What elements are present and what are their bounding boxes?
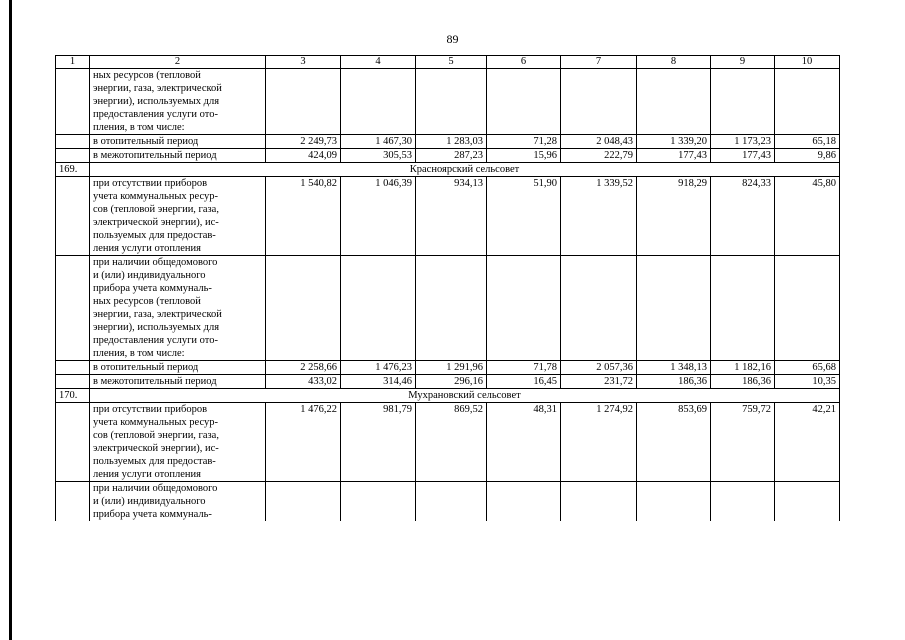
description-line: энергии, газа, электрической <box>93 309 222 320</box>
section-title: Мухрановский сельсовет <box>90 389 840 403</box>
value-cell <box>487 69 561 135</box>
number-cell <box>56 149 90 163</box>
value-cell: 2 057,36 <box>561 361 637 375</box>
value-cell: 231,72 <box>561 375 637 389</box>
value-cell <box>561 69 637 135</box>
description-line: предоставления услуги ото- <box>93 109 218 120</box>
value-cell: 314,46 <box>341 375 416 389</box>
value-cell: 1 046,39 <box>341 177 416 256</box>
value-cell <box>416 69 487 135</box>
label-cell: в межотопительный период <box>90 375 266 389</box>
value-cell <box>561 256 637 361</box>
header-cell: 3 <box>266 56 341 69</box>
value-cell: 1 173,23 <box>711 135 775 149</box>
label-cell: в межотопительный период <box>90 149 266 163</box>
header-cell: 7 <box>561 56 637 69</box>
value-cell <box>341 482 416 522</box>
value-cell: 1 182,16 <box>711 361 775 375</box>
value-cell: 1 274,92 <box>561 403 637 482</box>
value-cell <box>416 256 487 361</box>
value-cell <box>775 256 840 361</box>
description-cell <box>90 403 266 482</box>
value-cell: 16,45 <box>487 375 561 389</box>
section-row <box>56 389 840 403</box>
table-row <box>56 177 840 256</box>
header-cell: 1 <box>56 56 90 69</box>
description-cell <box>90 256 266 361</box>
description-line: электрической энергии), ис- <box>93 217 219 228</box>
value-cell <box>487 256 561 361</box>
value-cell: 1 540,82 <box>266 177 341 256</box>
value-cell: 10,35 <box>775 375 840 389</box>
description-line: пления, в том числе: <box>93 348 185 359</box>
description-line: ных ресурсов (тепловой <box>93 70 201 81</box>
value-cell: 305,53 <box>341 149 416 163</box>
description-line: прибора учета коммуналь- <box>93 283 212 294</box>
value-cell <box>341 69 416 135</box>
description-line: и (или) индивидуального <box>93 496 206 507</box>
value-cell: 433,02 <box>266 375 341 389</box>
description-line: энергии), используемых для <box>93 322 220 333</box>
value-cell: 1 291,96 <box>416 361 487 375</box>
table-row <box>56 149 840 163</box>
header-cell: 2 <box>90 56 266 69</box>
header-cell: 10 <box>775 56 840 69</box>
number-cell <box>56 403 90 482</box>
table-row <box>56 375 840 389</box>
description-line: пользуемых для предостав- <box>93 230 216 241</box>
value-cell: 424,09 <box>266 149 341 163</box>
value-cell: 177,43 <box>711 149 775 163</box>
header-cell: 4 <box>341 56 416 69</box>
number-cell <box>56 256 90 361</box>
table-row <box>56 361 840 375</box>
value-cell: 853,69 <box>637 403 711 482</box>
description-line: пления, в том числе: <box>93 122 185 133</box>
value-cell <box>775 69 840 135</box>
table-row <box>56 256 840 361</box>
value-cell <box>637 482 711 522</box>
page-number: 89 <box>446 32 459 46</box>
value-cell: 918,29 <box>637 177 711 256</box>
value-cell: 1 476,22 <box>266 403 341 482</box>
header-cell: 5 <box>416 56 487 69</box>
value-cell: 51,90 <box>487 177 561 256</box>
table-row <box>56 135 840 149</box>
value-cell <box>487 482 561 522</box>
table-row <box>56 69 840 135</box>
value-cell <box>637 256 711 361</box>
description-line: ления услуги отопления <box>93 243 201 254</box>
value-cell: 1 467,30 <box>341 135 416 149</box>
description-line: энергии), используемых для <box>93 96 220 107</box>
description-line: учета коммунальных ресур- <box>93 417 218 428</box>
value-cell <box>266 482 341 522</box>
description-line: предоставления услуги ото- <box>93 335 218 346</box>
value-cell: 1 339,52 <box>561 177 637 256</box>
value-cell: 42,21 <box>775 403 840 482</box>
value-cell: 186,36 <box>711 375 775 389</box>
value-cell: 71,28 <box>487 135 561 149</box>
table-body <box>56 56 840 522</box>
value-cell: 824,33 <box>711 177 775 256</box>
section-number: 170. <box>56 389 90 403</box>
value-cell: 2 258,66 <box>266 361 341 375</box>
value-cell: 869,52 <box>416 403 487 482</box>
value-cell: 1 283,03 <box>416 135 487 149</box>
description-line: энергии, газа, электрической <box>93 83 222 94</box>
header-cell: 9 <box>711 56 775 69</box>
description-line: при отсутствии приборов <box>93 178 208 189</box>
section-row <box>56 163 840 177</box>
value-cell: 71,78 <box>487 361 561 375</box>
value-cell: 186,36 <box>637 375 711 389</box>
description-line: ления услуги отопления <box>93 469 201 480</box>
number-cell <box>56 69 90 135</box>
description-cell <box>90 69 266 135</box>
value-cell <box>711 256 775 361</box>
description-line: и (или) индивидуального <box>93 270 206 281</box>
value-cell: 2 249,73 <box>266 135 341 149</box>
value-cell: 759,72 <box>711 403 775 482</box>
description-line: электрической энергии), ис- <box>93 443 219 454</box>
value-cell: 222,79 <box>561 149 637 163</box>
description-line: сов (тепловой энергии, газа, <box>93 430 219 441</box>
value-cell: 934,13 <box>416 177 487 256</box>
value-cell: 9,86 <box>775 149 840 163</box>
number-cell <box>56 177 90 256</box>
value-cell <box>711 69 775 135</box>
value-cell <box>711 482 775 522</box>
description-line: при наличии общедомового <box>93 483 218 494</box>
label-cell: в отопительный период <box>90 135 266 149</box>
value-cell: 1 339,20 <box>637 135 711 149</box>
table-row <box>56 482 840 522</box>
value-cell: 1 476,23 <box>341 361 416 375</box>
value-cell: 48,31 <box>487 403 561 482</box>
number-cell <box>56 482 90 522</box>
section-title: Красноярский сельсовет <box>90 163 840 177</box>
description-line: учета коммунальных ресур- <box>93 191 218 202</box>
value-cell: 65,18 <box>775 135 840 149</box>
description-line: при наличии общедомового <box>93 257 218 268</box>
description-line: пользуемых для предостав- <box>93 456 216 467</box>
value-cell <box>341 256 416 361</box>
description-line: сов (тепловой энергии, газа, <box>93 204 219 215</box>
table-row <box>56 403 840 482</box>
value-cell <box>637 69 711 135</box>
header-cell: 8 <box>637 56 711 69</box>
value-cell: 177,43 <box>637 149 711 163</box>
description-line: при отсутствии приборов <box>93 404 208 415</box>
value-cell: 2 048,43 <box>561 135 637 149</box>
value-cell: 1 348,13 <box>637 361 711 375</box>
section-number: 169. <box>56 163 90 177</box>
value-cell: 287,23 <box>416 149 487 163</box>
tariff-table <box>55 55 840 521</box>
value-cell: 296,16 <box>416 375 487 389</box>
value-cell <box>775 482 840 522</box>
value-cell: 45,80 <box>775 177 840 256</box>
number-cell <box>56 375 90 389</box>
number-cell <box>56 135 90 149</box>
value-cell <box>266 69 341 135</box>
label-cell: в отопительный период <box>90 361 266 375</box>
value-cell: 981,79 <box>341 403 416 482</box>
value-cell <box>561 482 637 522</box>
value-cell <box>266 256 341 361</box>
description-line: прибора учета коммуналь- <box>93 509 212 520</box>
header-row <box>56 56 840 69</box>
value-cell: 65,68 <box>775 361 840 375</box>
description-cell <box>90 177 266 256</box>
value-cell <box>416 482 487 522</box>
header-cell: 6 <box>487 56 561 69</box>
description-cell <box>90 482 266 522</box>
number-cell <box>56 361 90 375</box>
binding-line <box>9 0 12 640</box>
description-line: ных ресурсов (тепловой <box>93 296 201 307</box>
value-cell: 15,96 <box>487 149 561 163</box>
